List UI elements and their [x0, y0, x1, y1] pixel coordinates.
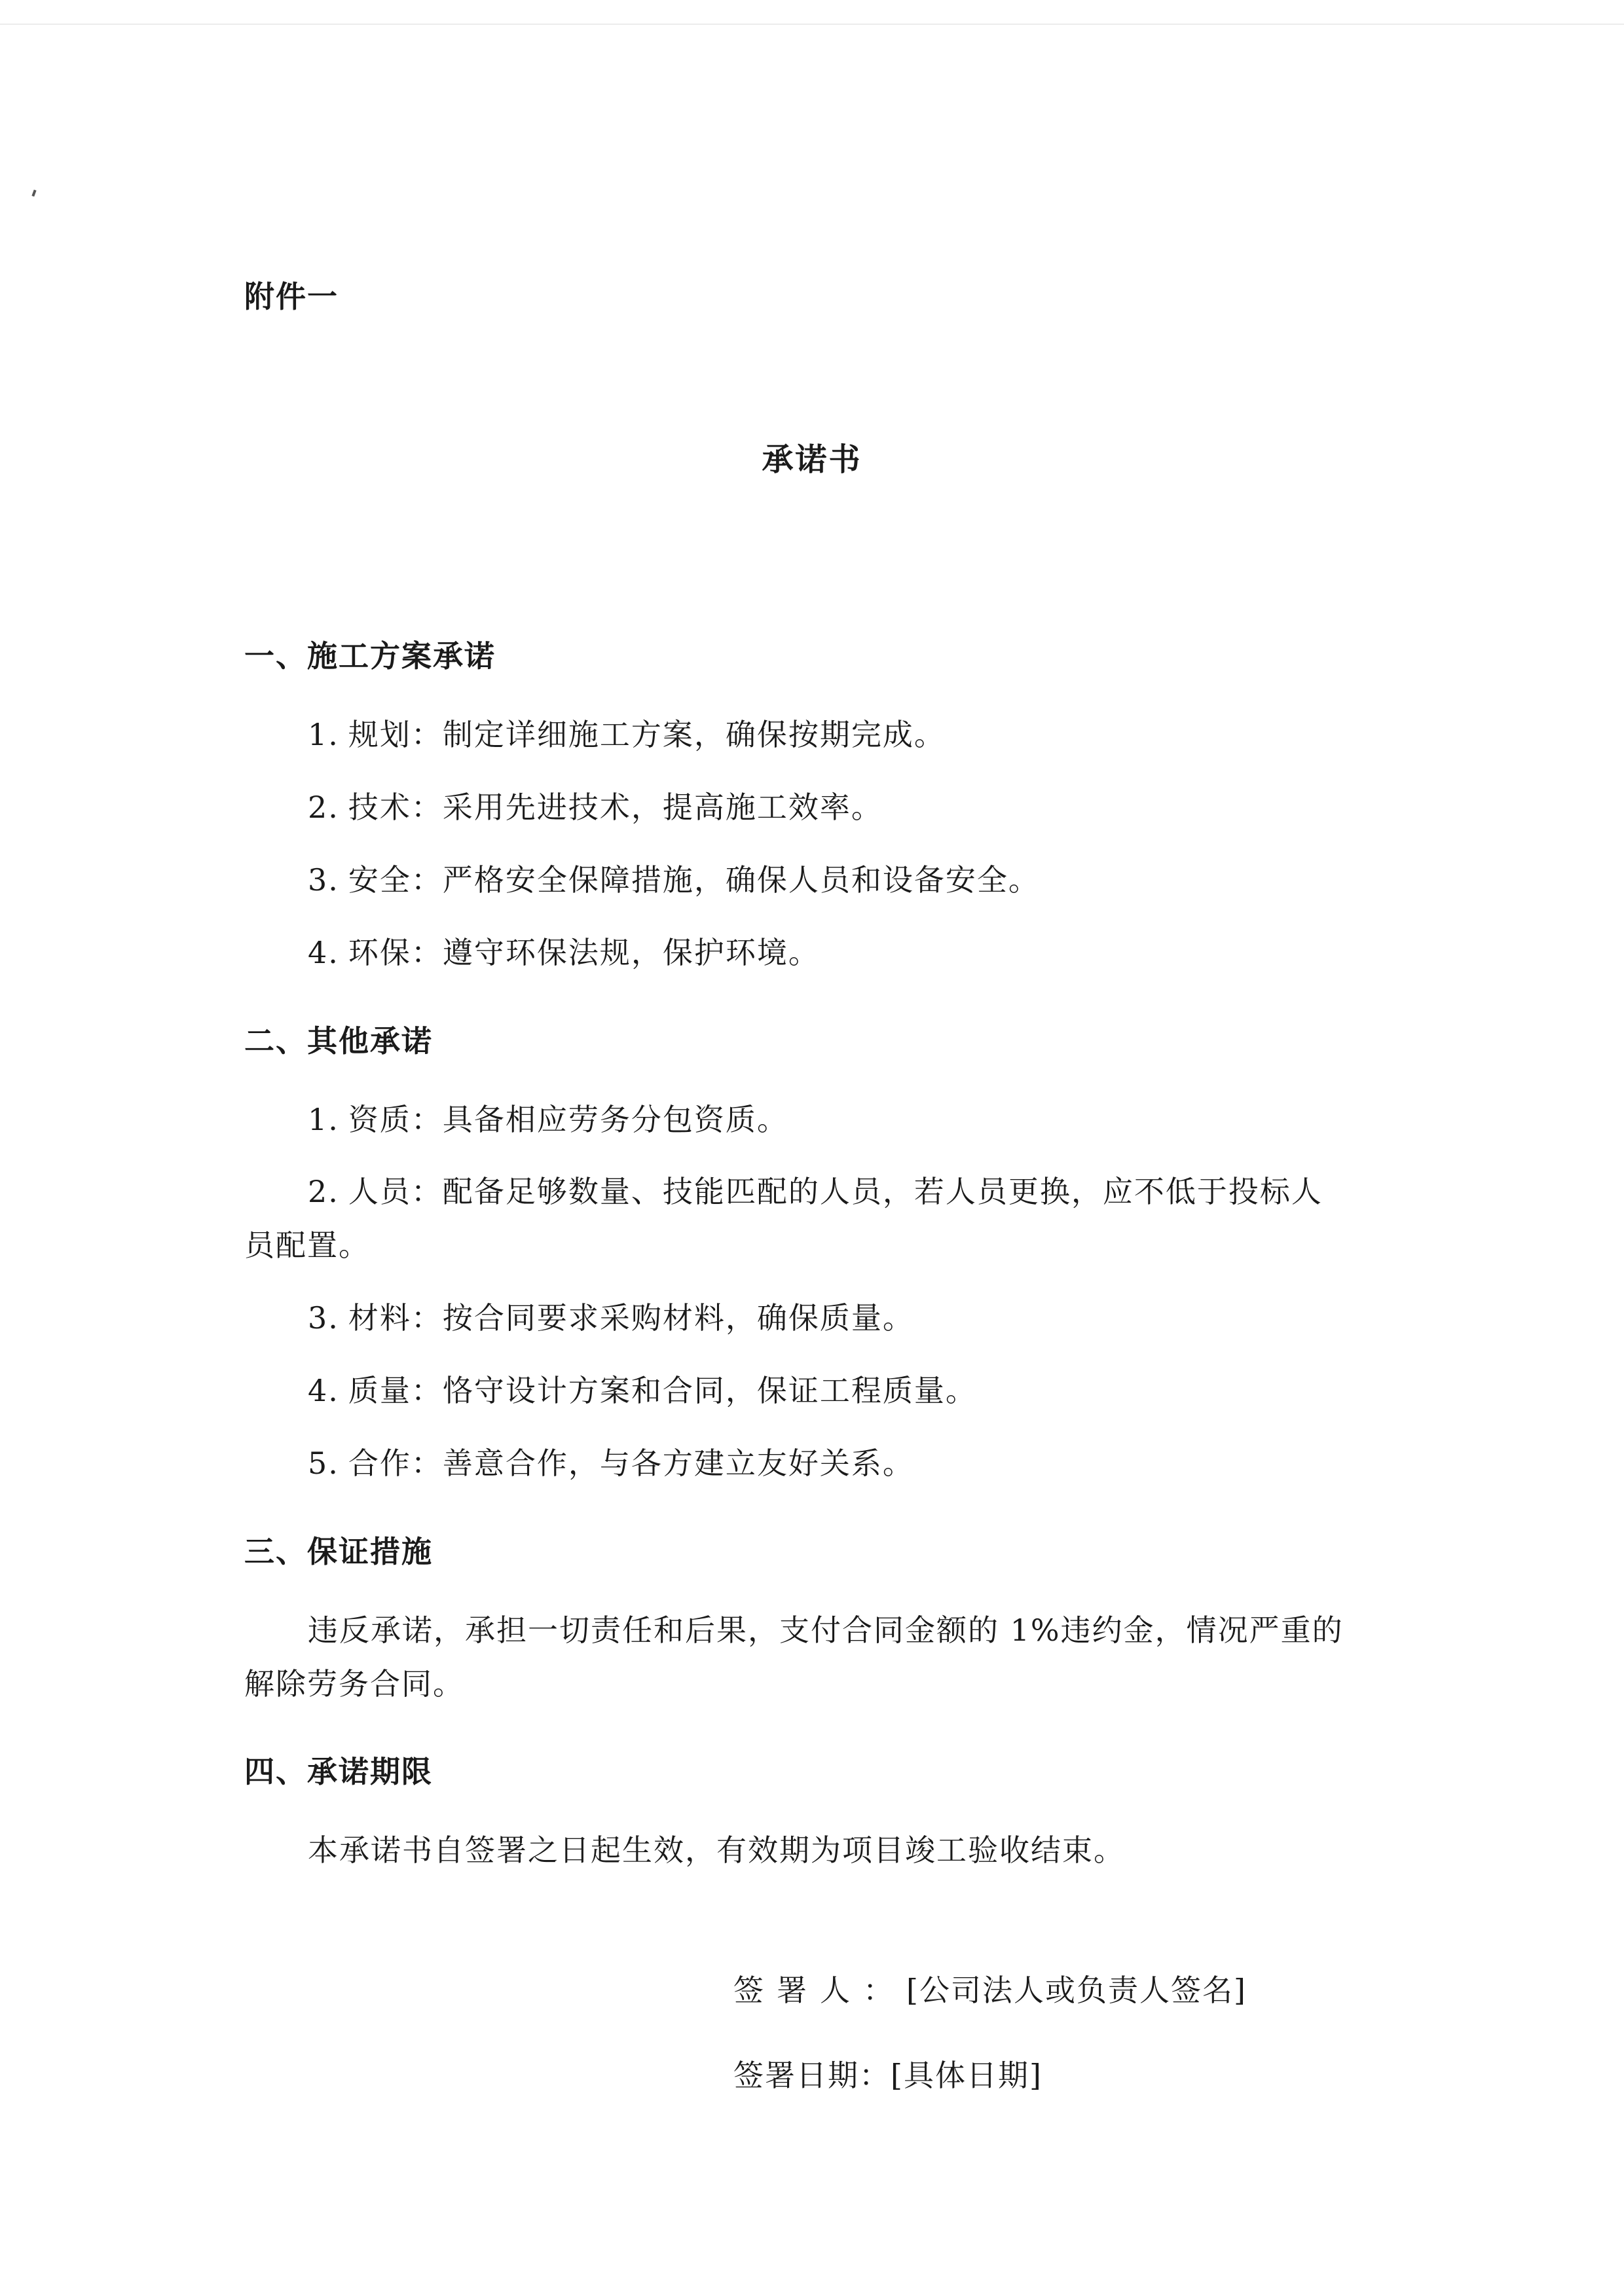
item-label: 质量：: [348, 1373, 443, 1408]
list-item: [308, 1172, 1323, 1211]
item-label: 资质：: [348, 1102, 443, 1137]
item-text: 配备足够数量、技能匹配的人员，若人员更换，应不低于投标人: [442, 1174, 1323, 1209]
list-item: [308, 1371, 977, 1410]
list-item: [308, 1100, 788, 1139]
sign-date-value: [具体日期]: [891, 2058, 1043, 2093]
item-label: 人员：: [348, 1174, 443, 1209]
guarantee-paragraph-line-1: 违反承诺，承担一切责任和后果，支付合同金额的 1%违约金，情况严重的: [308, 1613, 1344, 1648]
list-item: [308, 933, 820, 972]
item-number: 4.: [308, 1373, 339, 1408]
item-number: 5.: [308, 1446, 339, 1481]
term-paragraph: 本承诺书自签署之日起生效，有效期为项目竣工验收结束。: [308, 1832, 1125, 1868]
item-label: 技术：: [348, 790, 443, 825]
list-item-continuation: 员配置。: [244, 1228, 370, 1263]
item-label: 环保：: [348, 935, 443, 970]
item-text: 按合同要求采购材料，确保质量。: [442, 1300, 914, 1336]
attachment-label: 附件一: [244, 279, 339, 314]
list-item: [308, 1298, 914, 1338]
signer-label: 签署人：: [733, 1973, 906, 2008]
item-text: 恪守设计方案和合同，保证工程质量。: [442, 1373, 977, 1408]
section-heading-1: 一、施工方案承诺: [244, 638, 496, 674]
item-label: 合作：: [348, 1446, 443, 1481]
item-text: 制定详细施工方案，确保按期完成。: [442, 717, 946, 752]
item-number: 3.: [308, 862, 339, 898]
sign-date-line: [733, 2056, 1043, 2095]
signer-line: [733, 1971, 1247, 2010]
item-label: 材料：: [348, 1300, 443, 1336]
item-text: 遵守环保法规，保护环境。: [442, 935, 820, 970]
item-number: 3.: [308, 1300, 339, 1336]
list-item: [308, 860, 1040, 900]
item-label: 安全：: [348, 862, 443, 898]
item-number: 1.: [308, 717, 339, 752]
list-item: [308, 715, 946, 754]
signer-value: [公司法人或负责人签名]: [906, 1973, 1247, 2008]
list-item: [308, 1444, 914, 1483]
item-text: 严格安全保障措施，确保人员和设备安全。: [442, 862, 1040, 898]
item-label: 规划：: [348, 717, 443, 752]
section-heading-2: 二、其他承诺: [244, 1023, 433, 1059]
item-number: 1.: [308, 1102, 339, 1137]
item-text: 具备相应劳务分包资质。: [442, 1102, 788, 1137]
item-number: 4.: [308, 935, 339, 970]
list-item: [308, 788, 883, 827]
item-number: 2.: [308, 790, 339, 825]
item-number: 2.: [308, 1174, 339, 1209]
section-heading-4: 四、承诺期限: [244, 1754, 433, 1789]
document-title: 承诺书: [762, 441, 862, 478]
sign-date-label: 签署日期：: [733, 2058, 891, 2093]
item-text: 善意合作，与各方建立友好关系。: [442, 1446, 914, 1481]
section-heading-3: 三、保证措施: [244, 1534, 433, 1569]
item-text: 采用先进技术，提高施工效率。: [442, 790, 883, 825]
guarantee-paragraph-line-2: 解除劳务合同。: [244, 1666, 464, 1702]
